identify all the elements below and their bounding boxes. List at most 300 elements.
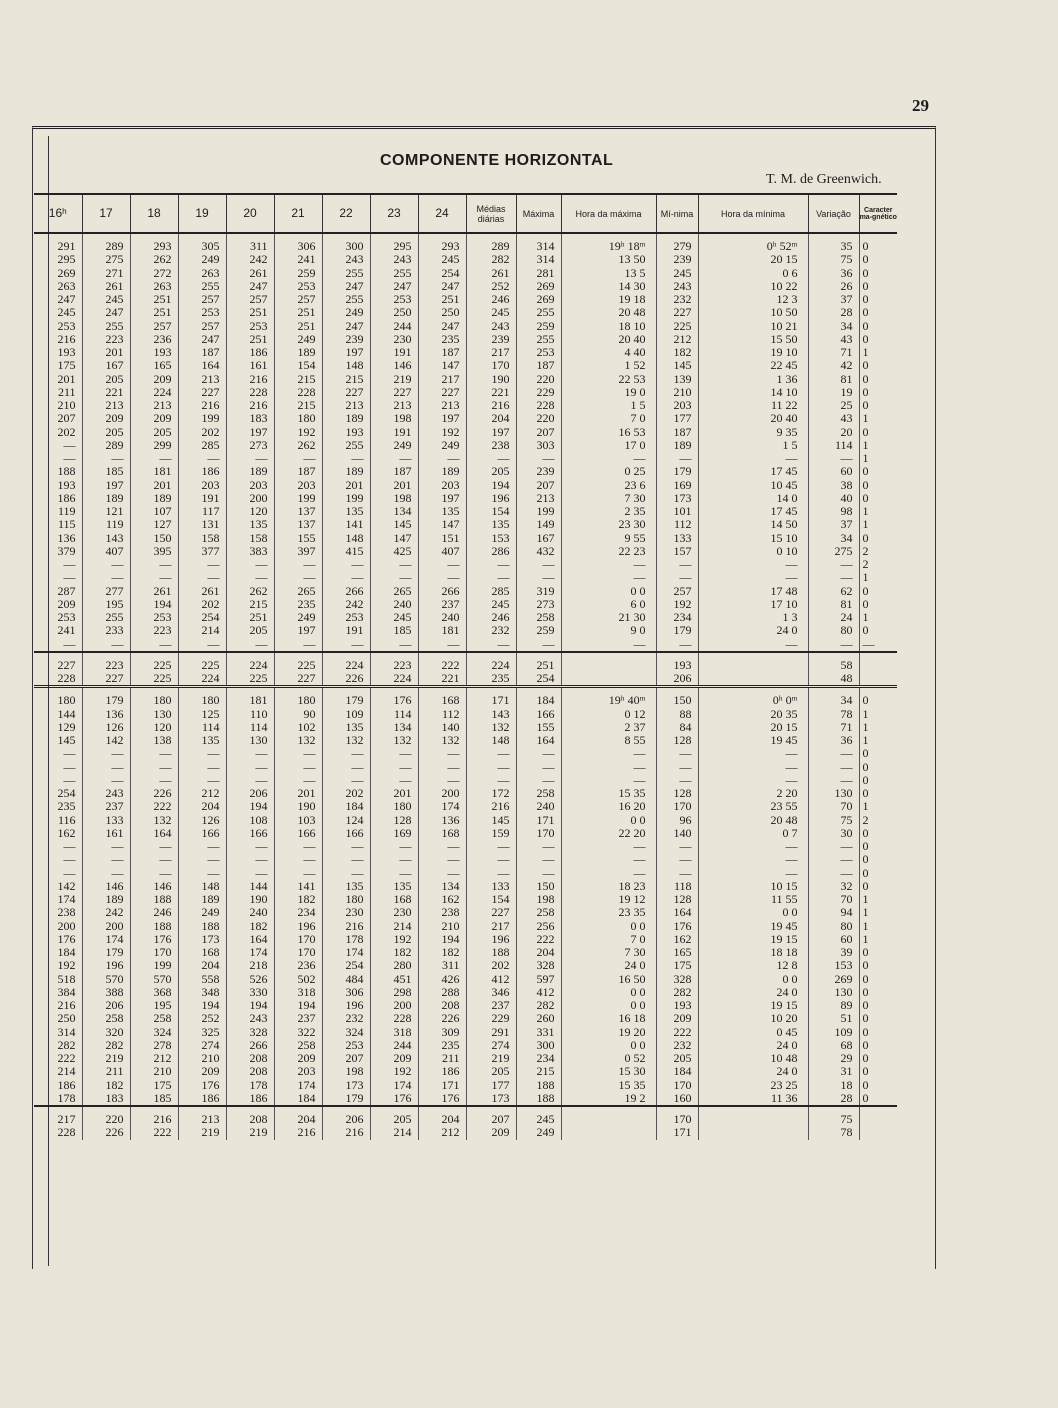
table-cell: 266 xyxy=(322,585,370,598)
table-cell: — xyxy=(274,761,322,774)
table-cell: 15 10 xyxy=(698,532,808,545)
table-cell: 216 xyxy=(466,399,516,412)
table-cell: 238 xyxy=(466,439,516,452)
table-cell: — xyxy=(561,853,656,866)
table-row xyxy=(34,708,897,721)
spacer-cell xyxy=(130,233,178,240)
table-cell: 0 xyxy=(859,333,897,346)
table-cell: 397 xyxy=(274,545,322,558)
table-cell: 135 xyxy=(322,505,370,518)
table-cell: 10 50 xyxy=(698,306,808,319)
spacer-cell xyxy=(130,687,178,695)
table-cell: 234 xyxy=(274,906,322,919)
table-cell: — xyxy=(130,638,178,652)
table-cell: 128 xyxy=(656,893,698,906)
table-cell: — xyxy=(418,747,466,760)
table-cell: 213 xyxy=(322,399,370,412)
table-cell: 126 xyxy=(178,814,226,827)
table-cell: 240 xyxy=(418,611,466,624)
table-cell: 205 xyxy=(466,1065,516,1078)
table-cell: 114 xyxy=(808,439,859,452)
table-cell: 245 xyxy=(466,306,516,319)
table-cell: 234 xyxy=(516,1052,561,1065)
table-cell: — xyxy=(226,571,274,584)
table-cell: 224 xyxy=(466,659,516,672)
table-cell: 198 xyxy=(370,492,418,505)
table-cell: 201 xyxy=(57,372,76,386)
table-cell: 202 xyxy=(178,598,226,611)
table-cell: 154 xyxy=(466,893,516,906)
table-cell: 170 xyxy=(466,359,516,372)
table-cell: — xyxy=(698,558,808,571)
table-cell: 19 12 xyxy=(561,893,656,906)
table-cell: 171 xyxy=(466,694,516,707)
table-cell: 255 xyxy=(82,611,130,624)
table-cell: 17 45 xyxy=(698,505,808,518)
table-cell: 168 xyxy=(370,893,418,906)
table-cell: 0 0 xyxy=(561,585,656,598)
spacer-cell xyxy=(561,687,656,695)
table-cell: 249 xyxy=(274,333,322,346)
table-cell: 188 xyxy=(57,465,76,479)
table-cell: — xyxy=(274,452,322,465)
table-cell: 116 xyxy=(57,813,76,827)
table-cell: 0 xyxy=(859,386,897,399)
table-cell: 0 xyxy=(859,1065,897,1078)
table-row xyxy=(34,774,897,787)
table-cell: 161 xyxy=(226,359,274,372)
spacer-cell xyxy=(322,233,370,240)
table-cell: 32 xyxy=(808,880,859,893)
table-cell: 193 xyxy=(130,346,178,359)
table-cell: — xyxy=(322,452,370,465)
table-cell: 249 xyxy=(274,611,322,624)
table-cell: 2 37 xyxy=(561,721,656,734)
table-cell: 102 xyxy=(274,721,322,734)
table-cell: 229 xyxy=(516,386,561,399)
table-cell: — xyxy=(698,452,808,465)
spacer-cell xyxy=(370,687,418,695)
table-cell: — xyxy=(63,773,76,787)
table-cell: 255 xyxy=(322,267,370,280)
table-cell: 1 xyxy=(859,452,897,465)
table-cell: 210 xyxy=(57,399,76,412)
table-cell: 166 xyxy=(322,827,370,840)
table-cell: 0 xyxy=(859,598,897,611)
table-cell: 17 10 xyxy=(698,598,808,611)
table-cell: 130 xyxy=(808,787,859,800)
table-cell: 243 xyxy=(370,253,418,266)
header-cell: 22 xyxy=(322,194,370,233)
table-cell: 412 xyxy=(516,986,561,999)
table-cell: 121 xyxy=(82,505,130,518)
table-cell: 184 xyxy=(274,1092,322,1106)
table-cell: 1 xyxy=(859,439,897,452)
table-row xyxy=(34,986,897,999)
table-cell: 227 xyxy=(322,386,370,399)
table-row xyxy=(34,827,897,840)
header-cell: 21 xyxy=(274,194,322,233)
table-cell: 258 xyxy=(516,611,561,624)
spacer-cell xyxy=(466,652,516,659)
table-cell: — xyxy=(63,840,76,853)
table-cell: 185 xyxy=(82,465,130,478)
table-cell: — xyxy=(63,452,76,465)
table-cell: 115 xyxy=(57,518,76,532)
table-cell: — xyxy=(418,774,466,787)
table-cell: 225 xyxy=(656,320,698,333)
table-cell: 209 xyxy=(130,373,178,386)
table-cell: 224 xyxy=(322,659,370,672)
table-cell: 215 xyxy=(274,373,322,386)
table-cell: — xyxy=(418,571,466,584)
table-cell: 19 0 xyxy=(561,386,656,399)
table-cell: 189 xyxy=(322,412,370,425)
table-cell: — xyxy=(63,571,76,585)
table-cell: 197 xyxy=(274,624,322,637)
table-cell: 133 xyxy=(656,532,698,545)
table-cell: 233 xyxy=(82,624,130,637)
spacer-cell xyxy=(178,687,226,695)
table-row xyxy=(34,598,897,611)
table-cell: 285 xyxy=(178,439,226,452)
table-cell: 243 xyxy=(82,787,130,800)
table-cell: 200 xyxy=(226,492,274,505)
table-cell: 1 xyxy=(859,708,897,721)
table-cell: 227 xyxy=(178,386,226,399)
table-cell: 178 xyxy=(57,1091,76,1105)
table-cell xyxy=(859,1113,897,1126)
table-cell: 196 xyxy=(466,492,516,505)
table-cell: 1 xyxy=(859,920,897,933)
table-cell: 241 xyxy=(57,624,76,638)
table-cell: — xyxy=(516,558,561,571)
spacer-row xyxy=(34,652,897,659)
table-cell: — xyxy=(322,853,370,866)
table-cell: 227 xyxy=(466,906,516,919)
table-cell: 193 xyxy=(656,659,698,672)
table-cell: 20 15 xyxy=(698,721,808,734)
table-cell: 188 xyxy=(516,1092,561,1106)
table-cell: — xyxy=(178,774,226,787)
table-cell: 205 xyxy=(130,426,178,439)
table-cell: 1 5 xyxy=(561,399,656,412)
table-cell: 249 xyxy=(418,439,466,452)
table-cell: 17 45 xyxy=(698,465,808,478)
spacer-cell xyxy=(226,687,274,695)
table-cell: 58 xyxy=(808,659,859,672)
table-cell: 518 xyxy=(57,972,76,986)
table-cell: 221 xyxy=(418,672,466,687)
table-cell: — xyxy=(418,452,466,465)
table-cell: 265 xyxy=(370,585,418,598)
table-cell: 216 xyxy=(57,999,76,1012)
table-cell: — xyxy=(130,747,178,760)
table-cell: 169 xyxy=(656,479,698,492)
table-cell: — xyxy=(656,747,698,760)
table-cell: 147 xyxy=(370,532,418,545)
table-cell: 254 xyxy=(516,672,561,687)
table-cell: 2 xyxy=(859,558,897,571)
table-cell: — xyxy=(418,840,466,853)
table-cell: 143 xyxy=(466,708,516,721)
table-cell: 309 xyxy=(418,1026,466,1039)
table-cell: — xyxy=(656,774,698,787)
table-cell: 209 xyxy=(57,597,76,611)
table-cell: 158 xyxy=(226,532,274,545)
table-cell: 1 5 xyxy=(698,439,808,452)
table-cell: 187 xyxy=(516,359,561,372)
table-cell: 144 xyxy=(226,880,274,893)
spacer-cell xyxy=(370,233,418,240)
table-cell: 157 xyxy=(656,545,698,558)
table-cell: — xyxy=(656,558,698,571)
table-cell: — xyxy=(516,638,561,652)
table-cell: 148 xyxy=(322,359,370,372)
table-cell: 143 xyxy=(82,532,130,545)
table-cell: 201 xyxy=(130,479,178,492)
table-cell: 262 xyxy=(226,585,274,598)
table-cell: 194 xyxy=(130,598,178,611)
spacer-cell xyxy=(561,1106,656,1113)
table-cell: 298 xyxy=(370,986,418,999)
table-cell: 189 xyxy=(82,492,130,505)
table-row xyxy=(34,267,897,280)
table-cell: 162 xyxy=(418,893,466,906)
table-cell: — xyxy=(274,571,322,584)
table-cell: — xyxy=(82,558,130,571)
table-cell: 207 xyxy=(322,1052,370,1065)
table-cell: 178 xyxy=(322,933,370,946)
table-cell: 174 xyxy=(322,946,370,959)
table-cell: 206 xyxy=(656,672,698,687)
table-cell: 236 xyxy=(130,333,178,346)
table-cell: 407 xyxy=(418,545,466,558)
table-cell: 24 xyxy=(808,611,859,624)
table-cell: 203 xyxy=(226,479,274,492)
table-row xyxy=(34,439,897,452)
table-cell: 330 xyxy=(226,986,274,999)
table-cell: 109 xyxy=(322,708,370,721)
table-cell: 256 xyxy=(516,920,561,933)
table-cell: 162 xyxy=(57,826,76,840)
table-cell: 166 xyxy=(516,708,561,721)
table-cell: 232 xyxy=(322,1012,370,1025)
table-cell xyxy=(698,1113,808,1126)
table-cell: 432 xyxy=(516,545,561,558)
table-cell: 182 xyxy=(418,946,466,959)
table-row xyxy=(34,585,897,598)
table-cell: 211 xyxy=(418,1052,466,1065)
table-cell: — xyxy=(370,558,418,571)
table-cell: 1 3 xyxy=(698,611,808,624)
summary-row xyxy=(34,672,897,687)
table-cell: — xyxy=(274,774,322,787)
table-cell: 227 xyxy=(274,672,322,687)
table-cell: — xyxy=(561,840,656,853)
spacer-cell xyxy=(561,233,656,240)
table-cell: 314 xyxy=(516,240,561,253)
table-cell: — xyxy=(808,638,859,652)
table-cell: 96 xyxy=(656,814,698,827)
table-cell: 215 xyxy=(226,598,274,611)
table-cell: 199 xyxy=(130,959,178,972)
table-cell: 451 xyxy=(370,973,418,986)
table-cell: 199 xyxy=(274,492,322,505)
table-cell: 202 xyxy=(322,787,370,800)
table-cell: 36 xyxy=(808,734,859,747)
spacer-cell xyxy=(656,687,698,695)
table-cell: 252 xyxy=(178,1012,226,1025)
table-cell: 426 xyxy=(418,973,466,986)
table-cell: 239 xyxy=(466,333,516,346)
table-cell: 155 xyxy=(274,532,322,545)
table-cell: 18 xyxy=(808,1079,859,1092)
table-cell: 0 xyxy=(859,827,897,840)
table-cell: 124 xyxy=(322,814,370,827)
table-cell: 11 22 xyxy=(698,399,808,412)
table-cell: 213 xyxy=(418,399,466,412)
spacer-row xyxy=(34,1106,897,1113)
table-cell: — xyxy=(274,747,322,760)
table-cell: 174 xyxy=(418,800,466,813)
spacer-cell xyxy=(698,687,808,695)
table-cell: 0 xyxy=(859,320,897,333)
table-cell: 31 xyxy=(808,1065,859,1078)
table-cell: 262 xyxy=(130,253,178,266)
table-cell: 253 xyxy=(516,346,561,359)
table-cell: 37 xyxy=(808,293,859,306)
table-cell: 0 xyxy=(859,306,897,319)
table-cell: 265 xyxy=(274,585,322,598)
table-cell: 240 xyxy=(370,598,418,611)
table-cell: 132 xyxy=(370,734,418,747)
table-cell: 245 xyxy=(656,267,698,280)
table-cell: 178 xyxy=(226,1079,274,1092)
table-cell: 251 xyxy=(274,320,322,333)
table-cell: 214 xyxy=(370,1126,418,1139)
table-cell: 253 xyxy=(57,319,76,333)
table-cell: 217 xyxy=(466,920,516,933)
table-cell: 197 xyxy=(322,346,370,359)
table-cell: 155 xyxy=(516,721,561,734)
table-cell: — xyxy=(516,840,561,853)
table-cell: 377 xyxy=(178,545,226,558)
table-cell: 192 xyxy=(370,1065,418,1078)
table-cell: 209 xyxy=(82,412,130,425)
table-cell: 10 15 xyxy=(698,880,808,893)
table-row xyxy=(34,1065,897,1078)
table-cell: 200 xyxy=(418,787,466,800)
table-cell: 150 xyxy=(656,694,698,707)
table-cell: 314 xyxy=(516,253,561,266)
spacer-cell xyxy=(698,1106,808,1113)
table-cell: 103 xyxy=(274,814,322,827)
table-cell: 0 10 xyxy=(698,545,808,558)
table-cell: 177 xyxy=(466,1079,516,1092)
table-cell: 147 xyxy=(418,359,466,372)
table-cell: 220 xyxy=(516,412,561,425)
table-cell: 184 xyxy=(516,694,561,707)
table-cell: 197 xyxy=(466,426,516,439)
table-cell: 216 xyxy=(178,399,226,412)
table-cell: 235 xyxy=(418,333,466,346)
table-cell: 132 xyxy=(466,721,516,734)
table-cell: 328 xyxy=(656,973,698,986)
table-cell: — xyxy=(130,558,178,571)
table-cell: 225 xyxy=(130,672,178,687)
table-cell: 0 xyxy=(859,532,897,545)
table-cell: 176 xyxy=(130,933,178,946)
table-cell: 237 xyxy=(274,1012,322,1025)
table-cell: 0 xyxy=(859,426,897,439)
table-cell: 146 xyxy=(370,359,418,372)
table-cell: 222 xyxy=(656,1026,698,1039)
table-cell: 203 xyxy=(418,479,466,492)
table-row xyxy=(34,906,897,919)
table-cell: — xyxy=(82,840,130,853)
table-cell: — xyxy=(418,638,466,652)
table-cell: 253 xyxy=(57,611,76,624)
table-cell: 0 xyxy=(859,986,897,999)
table-row xyxy=(34,624,897,637)
table-cell: 180 xyxy=(130,694,178,707)
table-cell: — xyxy=(274,853,322,866)
table-cell: 114 xyxy=(178,721,226,734)
table-row xyxy=(34,840,897,853)
table-cell: 247 xyxy=(322,280,370,293)
table-cell: 94 xyxy=(808,906,859,919)
table-cell: 15 35 xyxy=(561,787,656,800)
table-cell: 255 xyxy=(370,267,418,280)
table-cell: 216 xyxy=(322,920,370,933)
table-cell: 280 xyxy=(370,959,418,972)
table-row xyxy=(34,973,897,986)
table-cell: 255 xyxy=(322,439,370,452)
spacer-cell xyxy=(82,652,130,659)
table-cell: 144 xyxy=(57,707,76,721)
table-cell: 277 xyxy=(82,585,130,598)
table-cell: 170 xyxy=(656,800,698,813)
table-cell: 136 xyxy=(57,531,76,545)
table-cell: — xyxy=(226,853,274,866)
spacer-cell xyxy=(226,233,274,240)
table-cell: 120 xyxy=(226,505,274,518)
table-row xyxy=(34,1092,897,1106)
table-cell: 118 xyxy=(656,880,698,893)
table-cell: 242 xyxy=(226,253,274,266)
table-cell: 187 xyxy=(274,465,322,478)
table-cell: 101 xyxy=(656,505,698,518)
table-cell: 271 xyxy=(82,267,130,280)
table-cell: — xyxy=(63,747,76,761)
table-cell: 151 xyxy=(418,532,466,545)
table-cell: 570 xyxy=(82,973,130,986)
table-cell: 176 xyxy=(418,1092,466,1106)
table-cell: — xyxy=(561,761,656,774)
table-row xyxy=(34,253,897,266)
table-cell: 201 xyxy=(370,479,418,492)
table-cell: — xyxy=(370,452,418,465)
table-row xyxy=(34,558,897,571)
table-cell: 198 xyxy=(370,412,418,425)
table-cell: 223 xyxy=(130,624,178,637)
table-cell: 0 xyxy=(859,694,897,707)
table-cell: 165 xyxy=(130,359,178,372)
table-cell: — xyxy=(656,853,698,866)
table-cell: 7 30 xyxy=(561,946,656,959)
table-cell: 9 35 xyxy=(698,426,808,439)
